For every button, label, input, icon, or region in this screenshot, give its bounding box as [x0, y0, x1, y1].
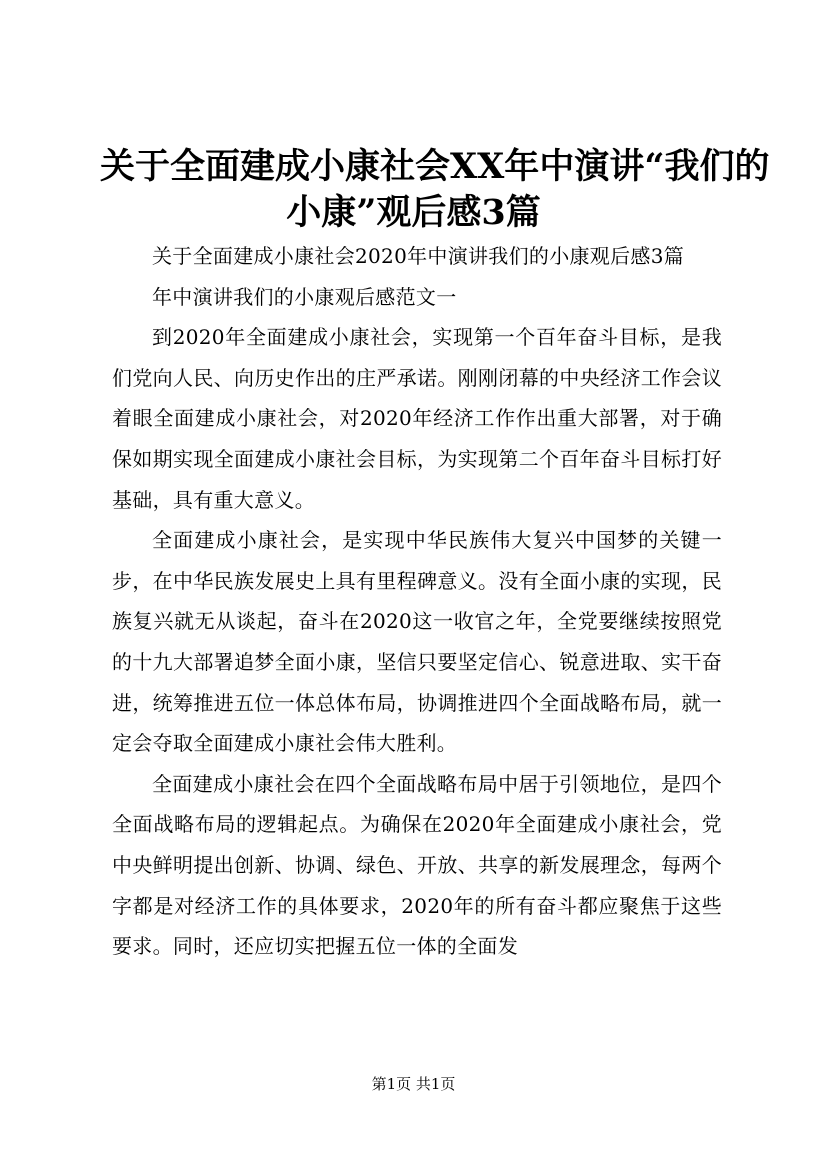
paragraph-body-2: 全面建成小康社会，是实现中华民族伟大复兴中国梦的关键一步，在中华民族发展史上具有里程碑意义。没有全面小康的实现，民族复兴就无从谈起，奋斗在2020这一收官之年，全党要继续按照党的十九大部署追梦全面小康，坚信只要坚定信心、锐意进取、实干奋进，统筹推进五位一体总体布局，协调推进四个全面战略布局，就一定会夺取全面建成小康社会伟大胜利。: [112, 528, 722, 756]
page-footer: 第1页 共1页: [371, 1075, 456, 1093]
document-title-line-2: 小康”观后感3篇: [286, 192, 541, 233]
paragraph-body-3: 全面建成小康社会在四个全面战略布局中居于引领地位，是四个全面战略布局的逻辑起点。为确保在2020年全面建成小康社会，党中央鲜明提出创新、协调、绿色、开放、共享的新发展理念，每两个字都是对经济工作的具体要求，2020年的所有奋斗都应聚焦于这些要求。同时，还应切实把握五位一体的全面发: [112, 771, 722, 959]
paragraph-body-1: 到2020年全面建成小康社会，实现第一个百年奋斗目标，是我们党向人民、向历史作出的庄严承诺。刚刚闭幕的中央经济工作会议着眼全面建成小康社会，对2020年经济工作作出重大部署，对于确保如期实现全面建成小康社会目标，为实现第二个百年奋斗目标打好基础，具有重大意义。: [112, 325, 722, 512]
document-title-line-1: 关于全面建成小康社会XX年中演讲“我们的: [100, 146, 770, 187]
paragraph-subtitle: 关于全面建成小康社会2020年中演讲我们的小康观后感3篇: [152, 244, 685, 268]
document-body: [112, 236, 722, 967]
paragraph-section-heading: 年中演讲我们的小康观后感范文一: [152, 284, 457, 309]
